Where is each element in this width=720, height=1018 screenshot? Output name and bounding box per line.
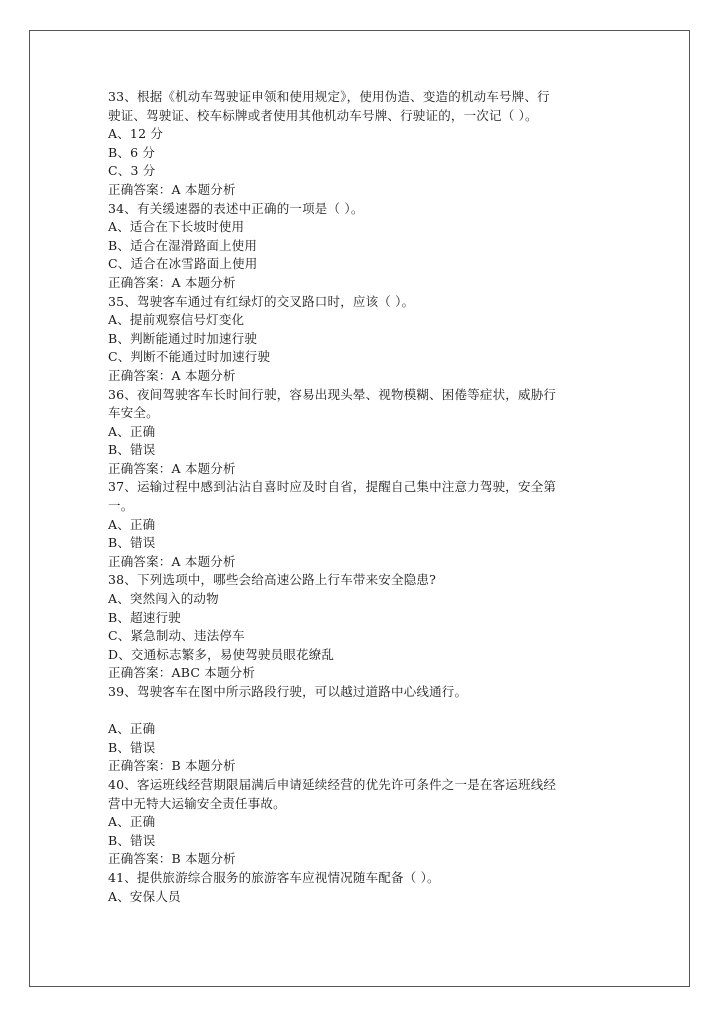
correct-answer: 正确答案：ABC 本题分析	[108, 665, 256, 681]
question-text: 驶证、驾驶证、校车标牌或者使用其他机动车号牌、行驶证的，一次记（ ）。	[108, 107, 538, 123]
answer-option: B、6 分	[108, 144, 156, 160]
answer-option: A、安保人员	[108, 888, 181, 904]
correct-answer: 正确答案：B 本题分析	[108, 758, 236, 774]
answer-option: B、错误	[108, 535, 156, 551]
correct-answer: 正确答案：A 本题分析	[108, 274, 236, 290]
question-text: 38、下列选项中，哪些会给高速公路上行车带来安全隐患?	[108, 572, 437, 588]
question-text: 34、有关缓速器的表述中正确的一项是（ ）。	[108, 200, 364, 216]
correct-answer: 正确答案：A 本题分析	[108, 367, 236, 383]
answer-option: A、正确	[108, 721, 156, 737]
correct-answer: 正确答案：A 本题分析	[108, 181, 236, 197]
answer-option: B、适合在湿滑路面上使用	[108, 237, 258, 253]
question-block	[108, 88, 618, 200]
answer-option: A、突然闯入的动物	[108, 591, 219, 607]
question-block	[108, 869, 618, 906]
question-text: 41、提供旅游综合服务的旅游客车应视情况随车配备（ ）。	[108, 869, 440, 885]
answer-option: C、紧急制动、违法停车	[108, 628, 245, 644]
question-block	[108, 386, 618, 479]
question-text: 39、驾驶客车在图中所示路段行驶，可以越过道路中心线通行。	[108, 684, 468, 699]
question-list	[108, 88, 618, 906]
answer-option: B、错误	[108, 832, 156, 848]
correct-answer: 正确答案：A 本题分析	[108, 460, 236, 476]
question-text: 33、根据《机动车驾驶证申领和使用规定》，使用伪造、变造的机动车号牌、行	[108, 89, 550, 104]
answer-option: D、交通标志繁多，易使驾驶员眼花缭乱	[108, 646, 335, 662]
question-block	[108, 478, 618, 571]
answer-option: C、3 分	[108, 163, 156, 179]
question-block	[108, 683, 618, 776]
question-block	[108, 200, 618, 293]
answer-option: C、判断不能通过时加速行驶	[108, 349, 271, 365]
question-text: 37、运输过程中感到沾沾自喜时应及时自省，提醒自己集中注意力驾驶，安全第	[108, 479, 557, 495]
question-image-placeholder	[108, 702, 618, 721]
question-block	[108, 571, 618, 683]
answer-option: A、提前观察信号灯变化	[108, 312, 245, 328]
answer-option: B、超速行驶	[108, 609, 181, 625]
answer-option: A、正确	[108, 516, 156, 532]
question-block	[108, 293, 618, 386]
answer-option: B、错误	[108, 442, 156, 458]
answer-option: C、适合在冰雪路面上使用	[108, 256, 258, 272]
correct-answer: 正确答案：A 本题分析	[108, 553, 236, 569]
question-text: 一。	[108, 498, 134, 514]
question-block	[108, 776, 618, 869]
correct-answer: 正确答案：B 本题分析	[108, 851, 236, 867]
answer-option: A、正确	[108, 423, 156, 439]
question-text: 36、夜间驾驶客车长时间行驶，容易出现头晕、视物模糊、困倦等症状，威胁行	[108, 386, 557, 402]
answer-option: B、错误	[108, 739, 156, 755]
answer-option: A、正确	[108, 814, 156, 830]
question-text: 车安全。	[108, 405, 159, 421]
answer-option: A、12 分	[108, 126, 164, 142]
question-text: 35、驾驶客车通过有红绿灯的交叉路口时，应该（ ）。	[108, 293, 415, 309]
question-text: 40、客运班线经营期限届满后申请延续经营的优先许可条件之一是在客运班线经	[108, 776, 557, 792]
question-text: 营中无特大运输安全责任事故。	[108, 795, 286, 811]
answer-option: B、判断能通过时加速行驶	[108, 330, 258, 346]
answer-option: A、适合在下长坡时使用	[108, 219, 245, 235]
